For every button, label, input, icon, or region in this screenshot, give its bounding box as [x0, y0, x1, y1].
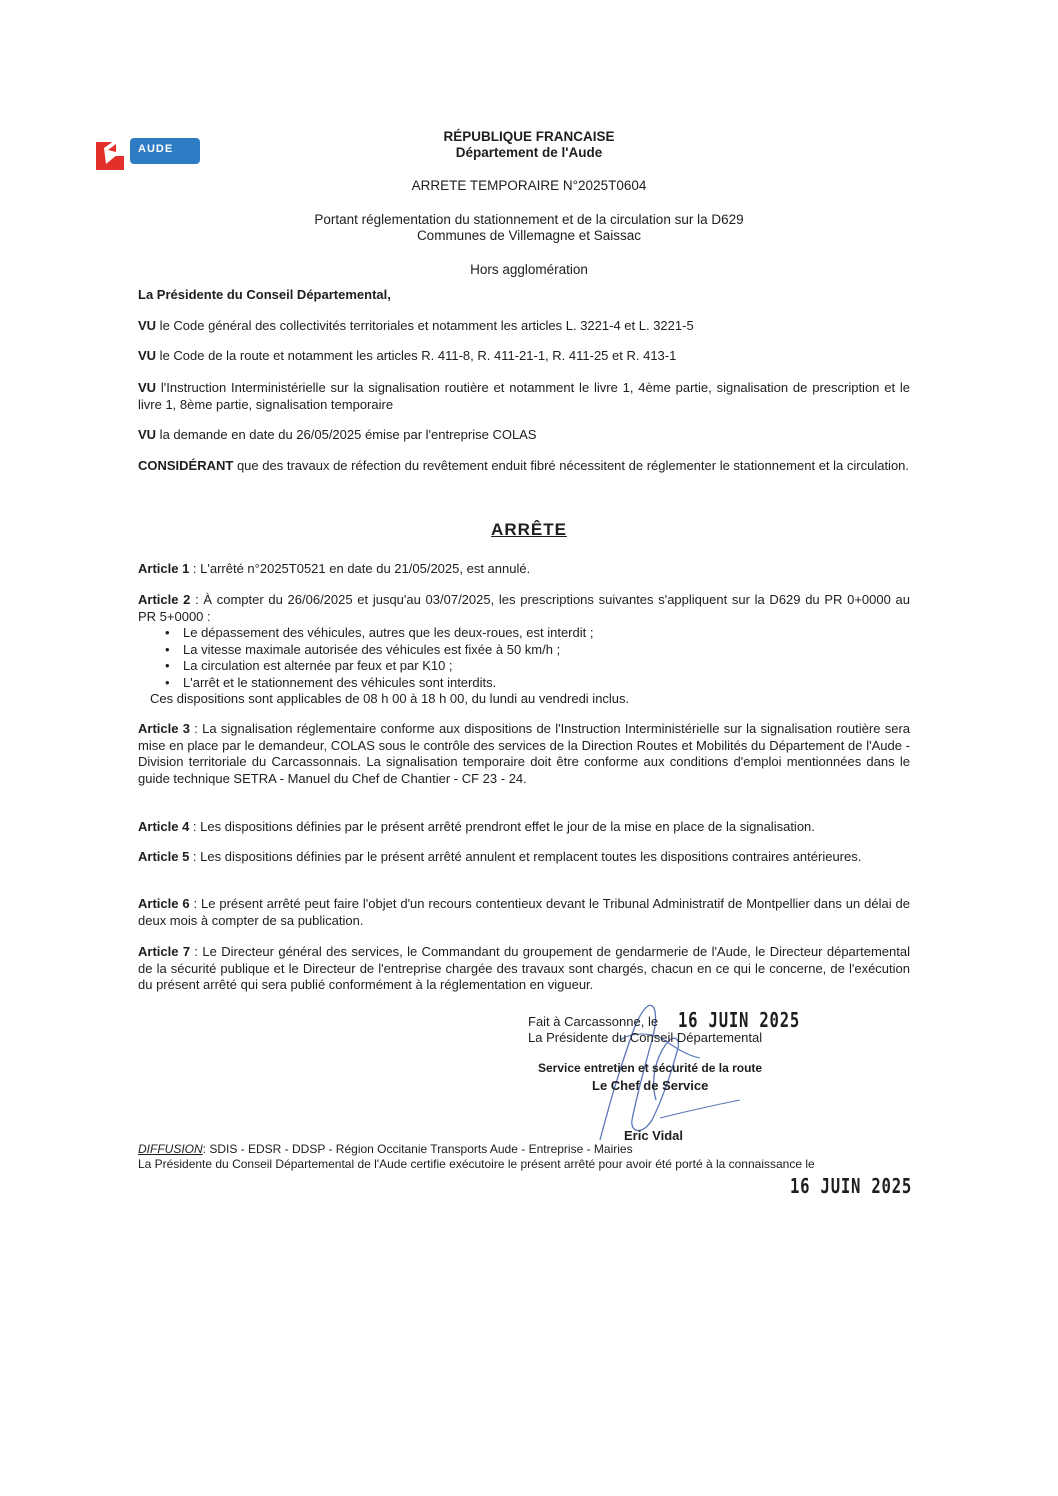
diffusion-label: DIFFUSION [138, 1142, 203, 1156]
article-label: Article 7 [138, 944, 191, 959]
article-label: Article 4 [138, 819, 190, 834]
diffusion-line [138, 1142, 633, 1156]
arrete-number: ARRETE TEMPORAIRE N°2025T0604 [411, 178, 647, 193]
visa-1 [138, 318, 910, 335]
visa-2 [138, 348, 910, 365]
article-6 [138, 896, 910, 929]
visa-text: la demande en date du 26/05/2025 émise par l'entreprise COLAS [156, 427, 537, 442]
article-text: : L'arrêté n°2025T0521 en date du 21/05/2025, est annulé. [189, 561, 531, 576]
article-label: Article 5 [138, 849, 190, 864]
article-5 [138, 849, 910, 866]
list-item: • La vitesse maximale autorisée des véhicules est fixée à 50 km/h ; [183, 642, 910, 659]
list-item: • La circulation est alternée par feux et par K10 ; [183, 658, 910, 675]
arrete-title [0, 520, 1058, 540]
visa-keyword: VU [138, 348, 157, 363]
visa-4 [138, 427, 910, 444]
hours-line: Ces dispositions sont applicables de 08 h 00 à 18 h 00, du lundi au vendredi inclus. [150, 691, 630, 706]
diffusion-text: : SDIS - EDSR - DDSP - Région Occitanie Transports Aude - Entreprise - Mairies [202, 1142, 633, 1156]
chef-line: Le Chef de Service [592, 1078, 709, 1093]
service-line: Service entretien et sécurité de la route [538, 1061, 763, 1075]
article-label: Article 3 [138, 721, 190, 736]
considerant-text: que des travaux de réfection du revêtement enduit fibré nécessitent de réglementer le stationnement et la circulation. [233, 458, 910, 473]
signature-role: La Présidente du Conseil Départemental [528, 1030, 763, 1045]
article-text: : Le présent arrêté peut faire l'objet d'un recours contentieux devant le Tribunal Administratif de Montpellier dans un délai de deux mois à compter de sa publication. [138, 896, 910, 928]
visa-keyword: VU [138, 318, 157, 333]
article-text: : Le Directeur général des services, le Commandant du groupement de gendarmerie de l'Aude, le Directeur départemental de la sécurité publique et le Directeur de l'entreprise chargée des travaux sont chargés, chacun en ce qui le concerne, de l'exécution du présent arrêté qui sera publié conformément à la réglementation en vigueur. [138, 944, 910, 992]
zone-line: Hors agglomération [470, 262, 588, 277]
visa-text: le Code de la route et notamment les articles R. 411-8, R. 411-21-1, R. 411-25 et R. 413-1 [156, 348, 677, 363]
considerant-keyword: CONSIDÉRANT [138, 458, 234, 473]
list-item: • Le dépassement des véhicules, autres que les deux-roues, est interdit ; [183, 625, 910, 642]
article-2 [138, 592, 910, 708]
article-text: : La signalisation réglementaire conforme aux dispositions de l'Instruction Interministérielle sur la signalisation routière sera mise en place par le demandeur, COLAS sous le contrôle des services de la Direction Routes et Mobilités du Département de l'Aude - Division territoriale du Carcassonnais. La signalisation temporaire doit être conforme aux conditions d'emploi mentionnées dans le guide technique SETRA - Manuel du Chef de Chantier - CF 23 - 24. [138, 721, 910, 786]
signature-place: Fait à Carcassonne, le [528, 1014, 659, 1029]
visa-text: le Code général des collectivités territoriales et notamment les articles L. 3221-4 et L. 3221-5 [156, 318, 694, 333]
department-line: Département de l'Aude [455, 145, 603, 160]
prescriptions-list [138, 625, 910, 691]
article-label: Article 6 [138, 896, 190, 911]
considerant [138, 458, 910, 475]
subject-line-2: Communes de Villemagne et Saissac [416, 228, 642, 243]
subject-line-1: Portant réglementation du stationnement et de la circulation sur la D629 [314, 212, 744, 227]
visa-3 [138, 380, 910, 413]
republic-line: RÉPUBLIQUE FRANCAISE [443, 129, 615, 144]
date-stamp: 16 JUIN 2025 [678, 1008, 801, 1032]
certification-line: La Présidente du Conseil Départemental de l'Aude certifie exécutoire le présent arrêté pour avoir été porté à la connaissance le [138, 1157, 815, 1171]
article-label: Article 2 [138, 592, 191, 607]
article-text: : Les dispositions définies par le présent arrêté annulent et remplacent toutes les dispositions contraires antérieures. [189, 849, 862, 864]
list-item: • L'arrêt et le stationnement des véhicules sont interdits. [183, 675, 910, 692]
article-text: : À compter du 26/06/2025 et jusqu'au 03/07/2025, les prescriptions suivantes s'appliquent sur la D629 du PR 0+0000 au PR 5+0000 : [138, 592, 910, 624]
visa-keyword: VU [138, 427, 157, 442]
certification-date-stamp: 16 JUIN 2025 [790, 1174, 913, 1198]
article-1 [138, 561, 910, 578]
article-7 [138, 944, 910, 994]
article-label: Article 1 [138, 561, 190, 576]
authority-line: La Présidente du Conseil Départemental, [138, 287, 391, 302]
visa-keyword: VU [138, 380, 157, 395]
signer-name: Eric Vidal [624, 1128, 684, 1143]
logo-text: AUDE [138, 143, 174, 155]
article-4 [138, 819, 910, 836]
arrete-title-text: ARRÊTE [491, 520, 567, 539]
article-3 [138, 721, 910, 787]
visa-text: l'Instruction Interministérielle sur la signalisation routière et notamment le livre 1, 4ème partie, signalisation de prescription et le livre 1, 8ème partie, signalisation temporaire [138, 380, 910, 412]
article-text: : Les dispositions définies par le présent arrêté prendront effet le jour de la mise en place de la signalisation. [189, 819, 815, 834]
